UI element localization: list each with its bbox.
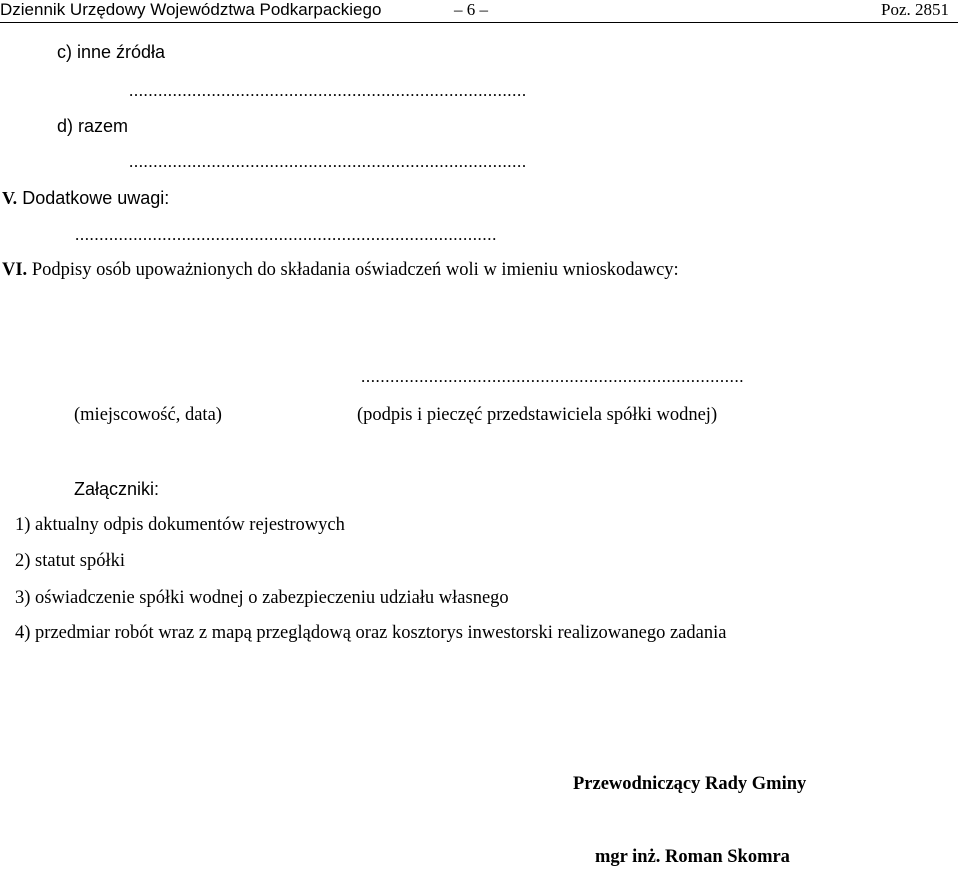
signature-dots: ............................................................................... xyxy=(361,367,745,386)
attachment-item: 3) oświadczenie spółki wodnej o zabezpieczeniu udziału własnego xyxy=(15,588,509,608)
attachment-item: 1) aktualny odpis dokumentów rejestrowych xyxy=(15,515,345,535)
signatory-name: mgr inż. Roman Skomra xyxy=(595,847,790,867)
signatory-role: Przewodniczący Rady Gminy xyxy=(573,774,807,794)
section-v-heading xyxy=(2,187,169,209)
position-number: Poz. 2851 xyxy=(881,0,949,19)
section-v-number: V. xyxy=(2,188,18,208)
section-v-dots: ....................................................................................... xyxy=(75,225,497,244)
section-vi-number: VI. xyxy=(2,260,28,280)
attachment-item: 4) przedmiar robót wraz z mapą przeglądową oraz kosztorys inwestorski realizowanego zadania xyxy=(15,623,727,643)
source-d-dots: .................................................................................. xyxy=(129,152,527,171)
section-v-title: Dodatkowe uwagi: xyxy=(17,188,170,208)
journal-title: Dziennik Urzędowy Województwa Podkarpackiego xyxy=(0,0,382,19)
section-vi-heading xyxy=(2,259,679,281)
place-date-caption: (miejscowość, data) xyxy=(74,405,222,425)
header-divider xyxy=(0,22,958,23)
attachment-item: 2) statut spółki xyxy=(15,551,125,571)
signature-caption: (podpis i pieczęć przedstawiciela spółki wodnej) xyxy=(357,405,718,425)
attachments-heading: Załączniki: xyxy=(74,479,160,499)
source-d-label: d) razem xyxy=(57,116,129,136)
page-number: – 6 – xyxy=(454,0,488,19)
source-c-label: c) inne źródła xyxy=(57,42,166,62)
section-vi-title: Podpisy osób upoważnionych do składania oświadczeń woli w imieniu wnioskodawcy: xyxy=(27,260,679,280)
source-c-dots: .................................................................................. xyxy=(129,81,527,100)
